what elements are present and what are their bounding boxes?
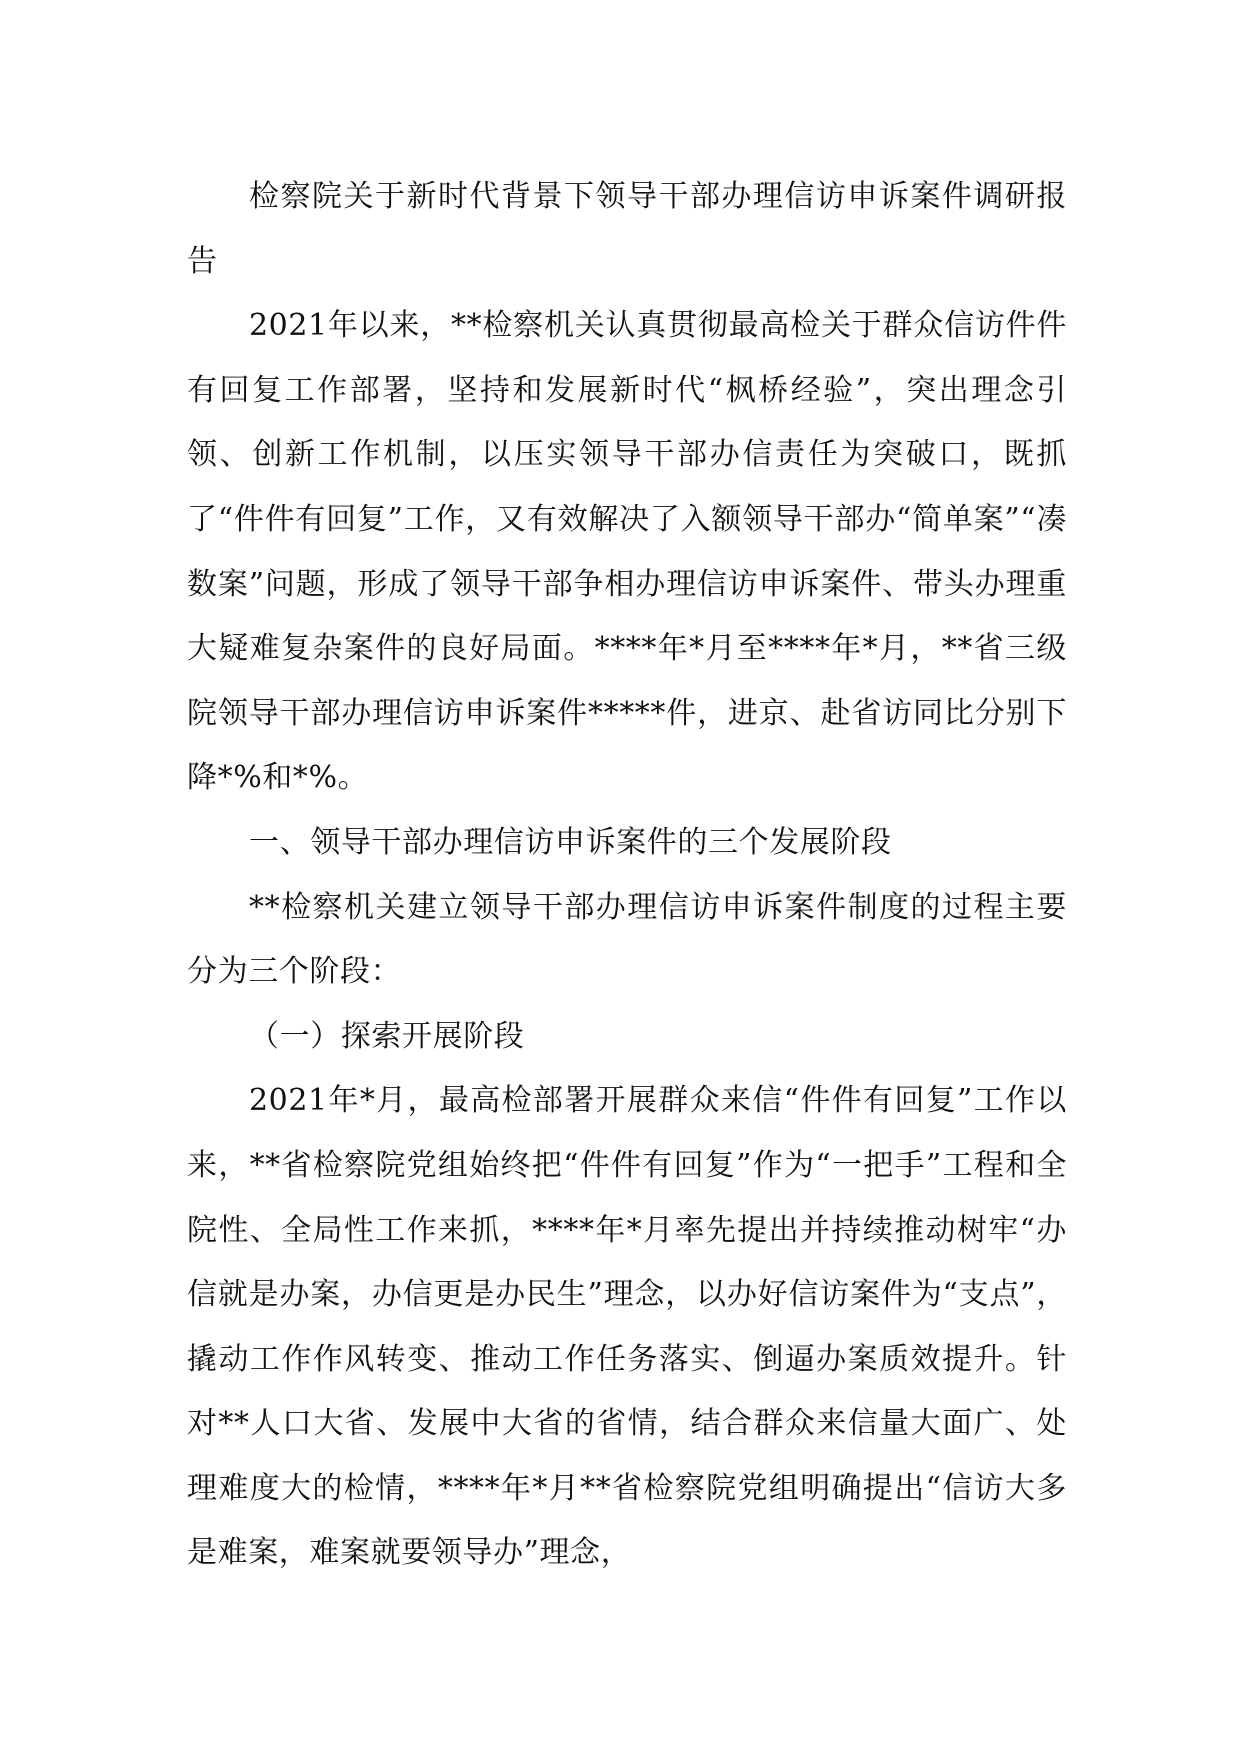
section-intro-paragraph: **检察机关建立领导干部办理信访申诉案件制度的过程主要分为三个阶段： — [187, 889, 1067, 990]
section-heading: 一、领导干部办理信访申诉案件的三个发展阶段 — [249, 824, 892, 860]
intro-paragraph: 2021年以来，**检察机关认真贯彻最高检关于群众信访件件有回复工作部署，坚持和发展新时代“枫桥经验”，突出理念引领、创新工作机制，以压实领导干部办信责任为突破口，既抓了“件件有回复”工作，又有效解决了入额领导干部办“简单案”“凑数案”问题，形成了领导干部争相办理信访申诉案件、带头办理重大疑难复杂案件的良好局面。****年*月至****年*月，**省三级院领导干部办理信访申诉案件*****件，进京、赴省访同比分别下降*%和*%。 — [187, 308, 1067, 796]
subsection-heading: （一）探索开展阶段 — [249, 1018, 525, 1054]
subsection-body-paragraph: 2021年*月，最高检部署开展群众来信“件件有回复”工作以来，**省检察院党组始终把“件件有回复”作为“一把手”工程和全院性、全局性工作来抓，****年*月率先提出并持续推动树牢“办信就是办案，办信更是办民生”理念，以办好信访案件为“支点”，撬动工作作风转变、推动工作任务落实、倒逼办案质效提升。针对**人口大省、发展中大省的省情，结合群众来信量大面广、处理难度大的检情，****年*月**省检察院党组明确提出“信访大多是难案，难案就要领导办”理念， — [187, 1083, 1067, 1571]
document-title: 检察院关于新时代背景下领导干部办理信访申诉案件调研报告 — [187, 179, 1067, 279]
document-body — [187, 165, 1067, 1586]
